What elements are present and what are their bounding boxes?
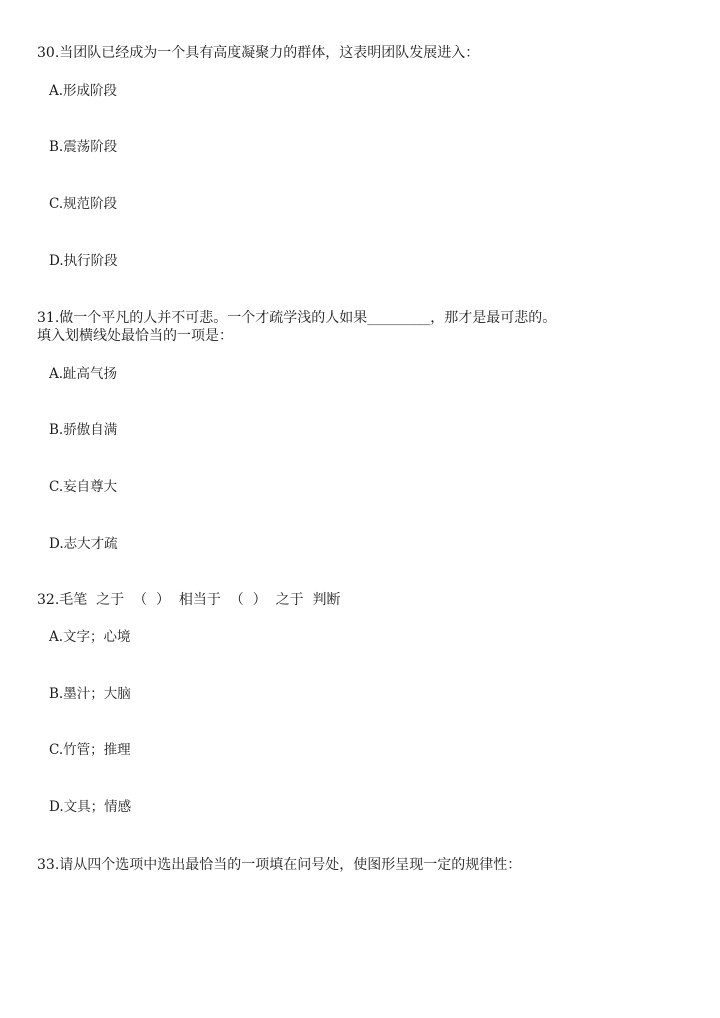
question-32-option-a[interactable]: A.文字；心境 (49, 629, 131, 645)
question-31-option-a[interactable]: A.趾高气扬 (49, 366, 118, 382)
question-30-option-b[interactable]: B.震荡阶段 (49, 139, 118, 155)
question-31-option-d[interactable]: D.志大才疏 (49, 536, 118, 552)
question-33-stem: 33.请从四个选项中选出最恰当的一项填在问号处，使图形呈现一定的规律性： (37, 857, 522, 873)
question-30-option-c[interactable]: C.规范阶段 (49, 196, 118, 212)
question-30-stem: 30.当团队已经成为一个具有高度凝聚力的群体，这表明团队发展进入： (37, 45, 480, 61)
question-32-option-d[interactable]: D.文具；情感 (49, 799, 132, 815)
question-31-option-c[interactable]: C.妄自尊大 (49, 479, 118, 495)
question-30-option-a[interactable]: A.形成阶段 (49, 83, 118, 99)
question-30-option-d[interactable]: D.执行阶段 (49, 253, 118, 269)
question-31-stem-line-2: 填入划横线处最恰当的一项是： (37, 328, 233, 344)
question-31-option-b[interactable]: B.骄傲自满 (49, 422, 118, 438)
question-32-stem: 32.毛笔 之于 （ ） 相当于 （ ） 之于 判断 (37, 592, 341, 608)
question-32-option-b[interactable]: B.墨汁；大脑 (49, 686, 131, 702)
question-32-option-c[interactable]: C.竹管；推理 (49, 742, 131, 758)
question-31-stem: 31.做一个平凡的人并不可悲。一个才疏学浅的人如果_________，那才是最可悲的。 (37, 310, 557, 326)
